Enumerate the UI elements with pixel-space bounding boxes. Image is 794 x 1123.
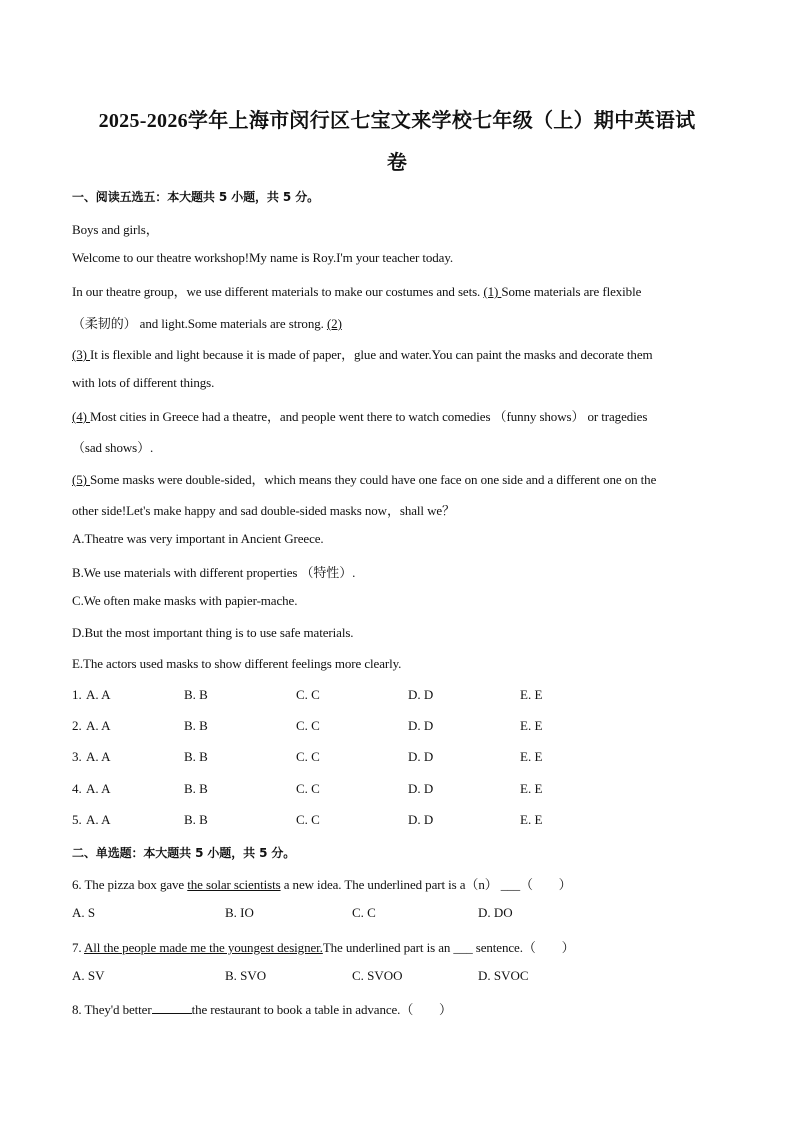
question-text: the restaurant to book a table in advance.（ ） [191,1002,452,1017]
option-a[interactable]: A. A [86,781,111,796]
option-d[interactable]: D. D [408,812,434,827]
option-e[interactable]: E. E [520,687,543,702]
question-text: The underlined part is an ___ sentence.（ ） [322,940,575,955]
passage-text: Most cities in Greece had a theatre，and people went there to watch comedies （funny shows） or tragedies [90,409,648,424]
passage-greeting: Boys and girls， [72,222,159,237]
blank-2: (2) [326,316,342,331]
passage-line-7 [72,406,647,425]
option-e[interactable]: E. E [520,718,543,733]
blank-5: (5) [72,472,91,487]
option-b[interactable]: B. B [184,812,208,827]
option-e[interactable]: E. E [520,749,543,764]
question-text: 7. [72,940,84,955]
choice-b: B.We use materials with different properties （特性）. [72,565,356,580]
option-c[interactable]: C. SVOO [352,968,403,983]
option-d[interactable]: D. D [408,687,434,702]
passage-welcome: Welcome to our theatre workshop!My name is Roy.I'm your teacher today. [72,250,454,265]
option-d[interactable]: D. D [408,718,434,733]
option-a[interactable]: A. A [86,812,111,827]
passage-line-8: （sad shows）. [72,440,154,455]
question-number: 5. [72,812,82,827]
option-a[interactable]: A. A [86,718,111,733]
option-d[interactable]: D. SVOC [478,968,529,983]
option-a[interactable]: A. A [86,687,111,702]
option-a[interactable]: A. A [86,749,111,764]
option-e[interactable]: E. E [520,781,543,796]
option-d[interactable]: D. D [408,781,434,796]
option-c[interactable]: C. C [296,718,320,733]
underlined-part: the solar scientists [187,877,281,892]
passage-line-9 [72,469,656,488]
passage-text: In our theatre group，we use different materials to make our costumes and sets. [72,284,484,299]
passage-text: It is flexible and light because it is made of paper，glue and water.You can paint the masks and decorate them [90,347,653,362]
exam-title-line1: 2025-2026学年上海市闵行区七宝文来学校七年级（上）期中英语试 [98,110,696,132]
option-c[interactable]: C. C [296,687,320,702]
passage-line-3 [72,281,641,300]
option-b[interactable]: B. B [184,781,208,796]
choice-a: A.Theatre was very important in Ancient Greece. [72,531,324,546]
question-text: a new idea. The underlined part is a（n） ___（ ） [280,877,572,892]
question-number: 4. [72,781,82,796]
passage-text: Some masks were double-sided，which means they could have one face on one side and a different one on the [90,472,657,487]
option-c[interactable]: C. C [352,905,376,920]
option-d[interactable]: D. D [408,749,434,764]
option-c[interactable]: C. C [296,749,320,764]
section1-heading: 一、阅读五选五：本大题共 5 小题，共 5 分。 [72,190,320,204]
blank-4: (4) [72,409,91,424]
answer-blank[interactable] [152,1002,192,1014]
exam-title-line2: 卷 [386,152,408,174]
option-b[interactable]: B. IO [225,905,254,920]
choice-e: E.The actors used masks to show different feelings more clearly. [72,656,402,671]
section2-heading: 二、单选题：本大题共 5 小题，共 5 分。 [72,846,296,860]
option-c[interactable]: C. C [296,812,320,827]
option-b[interactable]: B. B [184,687,208,702]
underlined-part: All the people made me the youngest designer. [83,940,323,955]
question-number: 1. [72,687,82,702]
option-b[interactable]: B. B [184,749,208,764]
option-d[interactable]: D. DO [478,905,513,920]
blank-3: (3) [72,347,91,362]
option-b[interactable]: B. SVO [225,968,267,983]
passage-line-5 [72,344,653,363]
option-a[interactable]: A. SV [72,968,105,983]
choice-d: D.But the most important thing is to use safe materials. [72,625,354,640]
blank-1: (1) [483,284,502,299]
question-7 [72,937,574,956]
passage-line-4 [72,313,342,332]
choice-c: C.We often make masks with papier-mache. [72,593,298,608]
question-number: 3. [72,749,82,764]
option-b[interactable]: B. B [184,718,208,733]
option-e[interactable]: E. E [520,812,543,827]
option-a[interactable]: A. S [72,905,96,920]
option-c[interactable]: C. C [296,781,320,796]
passage-text: （柔韧的） and light.Some materials are strong. [72,316,327,331]
passage-line-10: other side!Let's make happy and sad double-sided masks now，shall we？ [72,503,455,518]
question-text: 6. The pizza box gave [72,877,188,892]
question-8 [72,999,452,1018]
question-number: 2. [72,718,82,733]
question-text: 8. They'd better [72,1002,152,1017]
passage-text: Some materials are flexible [501,284,642,299]
passage-line-6: with lots of different things. [72,375,215,390]
question-6 [72,874,572,893]
